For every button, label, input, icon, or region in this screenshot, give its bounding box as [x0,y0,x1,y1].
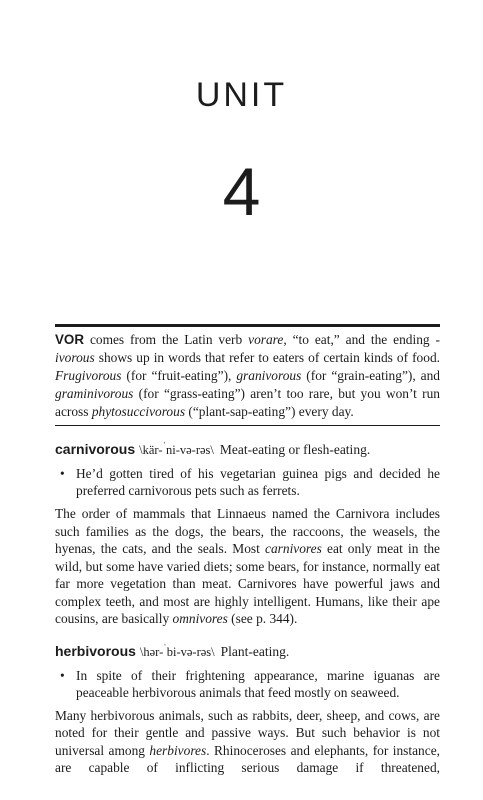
entry-herbivorous [55,640,440,777]
entry-example [55,465,440,499]
example-text: He’d gotten tired of his vegetarian guinea pigs and decided he preferred carnivorous pets such as ferrets. [76,466,440,499]
para-em: herbivores [149,742,207,758]
root-text-span: , “to eat,” and the ending [283,332,436,347]
bullet-icon: • [60,667,65,683]
para-text: The order of mammals that Linnaeus named the Carnivora includes such families as the dogs, the bears, the raccoons, the weasels, the hyenas, the cats, and the seals. Most [55,506,440,557]
root-text-span: shows up in words that refer to eaters of certain kinds of food. [94,350,440,365]
entry-definition: Meat-eating or flesh-eating. [219,442,371,458]
unit-label: UNIT [195,76,288,114]
entry-carnivorous [55,438,440,628]
root-text-em: vorare [248,332,284,347]
para-text: (see p. 344). [227,611,298,627]
root-text-span: (“plant-sap-eating”) every day. [185,404,354,419]
root-text-em: -ivorous [55,332,440,365]
root-text-span: comes from the Latin verb [84,332,249,347]
root-text-em: Frugivorous [55,368,122,383]
pron-part: \hər- [139,644,164,659]
para-em: omnivores [172,611,228,627]
pron-part: ni-və-rəs\ [165,443,214,458]
example-text: In spite of their frightening appearance, marine iguanas are peaceable herbivorous animals that feed mostly on seaweed. [76,667,440,700]
root-word: VOR [55,332,85,347]
root-intro-box [55,324,440,777]
pron-part: bi-və-rəs\ [166,644,215,659]
entry-definition: Plant-eating. [220,643,290,659]
entry-word: herbivorous [55,642,136,659]
bullet-icon: • [60,466,65,482]
root-text-em: graminivorous [55,386,134,401]
entry-pronunciation [139,443,214,457]
stress-mark: ˈ [162,441,166,452]
pron-part: \kär- [139,443,163,458]
para-text: . Rhinoceroses and elephants, for instance, are capable of inflicting serious damage if threatened, [55,742,440,776]
entry-example [55,667,440,701]
root-text-span: (for “grain-eating”), and [301,368,440,383]
entry-word: carnivorous [55,441,136,458]
para-text: Many herbivorous animals, such as rabbits, deer, sheep, and cows, are noted for their gentle and passive ways. But such behavior is not universal among [55,707,440,758]
entry-pronunciation [139,642,215,659]
entry-heading [55,438,440,459]
root-intro-text [55,331,440,425]
unit-number: 4 [222,154,261,230]
root-text-em: phytosuccivorous [91,404,186,419]
root-text-em: granivorous [236,368,302,383]
root-text-span: (for “fruit-eating”), [121,368,237,383]
entry-heading [55,640,440,661]
entry-paragraph [55,505,440,628]
root-text-span: (for “grass-eating”) aren’t too rare, but you won’t run across [55,386,440,419]
para-em: carnivores [265,541,322,557]
entry-paragraph [55,707,440,777]
root-bottom-rule [55,425,440,426]
root-top-rule [55,324,440,327]
stress-mark: ˈ [163,642,167,654]
para-text: eat only meat in the wild, but some have varied diets; some bears, for instance, normally eat far more vegetation than meat. Carnivores have powerful jaws and complex teeth, and most are highly intelligent. Humans, like their ape cousins, are basically [55,541,441,627]
